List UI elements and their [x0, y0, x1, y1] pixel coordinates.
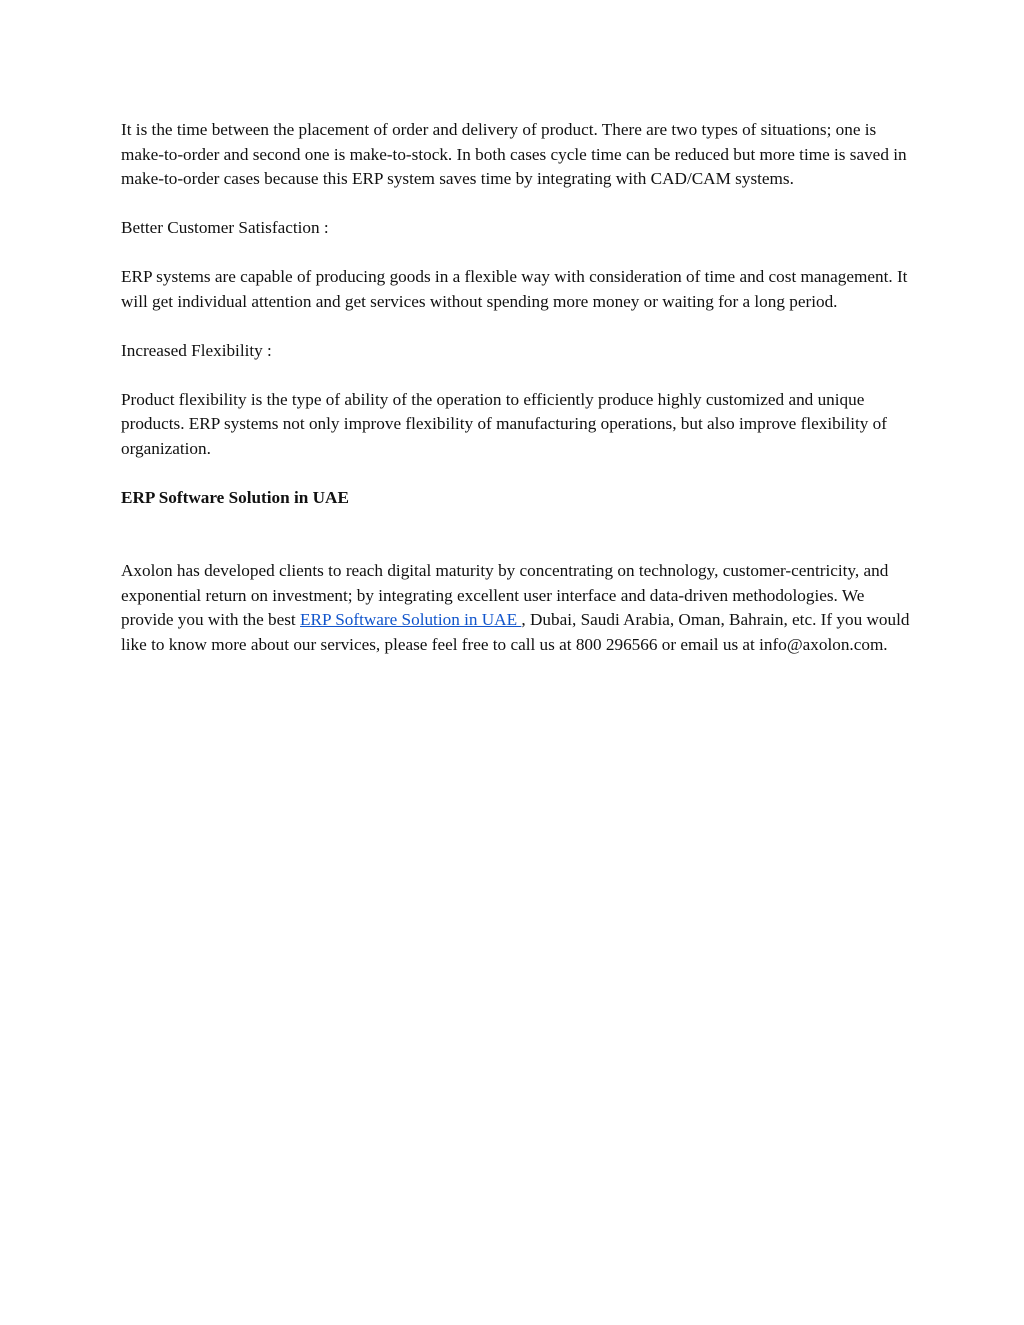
document-body — [121, 118, 911, 682]
cycle-time-paragraph: It is the time between the placement of order and delivery of product. There are two types of situations; one is make-to-order and second one is make-to-stock. In both cases cycle time can be reduced but more time is saved in make-to-order cases because this ERP system saves time by integrating with CAD/CAM systems. — [121, 120, 907, 188]
flexibility-paragraph: Product flexibility is the type of ability of the operation to efficiently produce highly customized and unique products. ERP systems not only improve flexibility of manufacturing operations, but also improve flexibility of organization. — [121, 389, 888, 458]
axolon-paragraph-text-before: Axolon has developed clients to reach digital maturity by concentrating on technology, customer-centricity, and exponential return on investment; by integrating excellent user interface and data-driven methodologies. We provide you with the best — [121, 561, 889, 629]
erp-solution-heading: ERP Software Solution in UAE — [121, 487, 349, 507]
axolon-paragraph-text-after: , Dubai, Saudi Arabia, Oman, Bahrain, etc. If you would like to know more about our services, please feel free to call us at 800 296566 or email us at info@axolon.com. — [121, 610, 910, 654]
customer-satisfaction-heading: Better Customer Satisfaction : — [121, 218, 329, 237]
customer-satisfaction-paragraph: ERP systems are capable of producing goods in a flexible way with consideration of time and cost management. It will get individual attention and get services without spending more money or waiting for a long period. — [121, 267, 908, 311]
axolon-paragraph — [121, 559, 911, 657]
flexibility-heading: Increased Flexibility : — [121, 340, 272, 360]
erp-solution-link[interactable]: ERP Software Solution in UAE — [300, 610, 522, 629]
